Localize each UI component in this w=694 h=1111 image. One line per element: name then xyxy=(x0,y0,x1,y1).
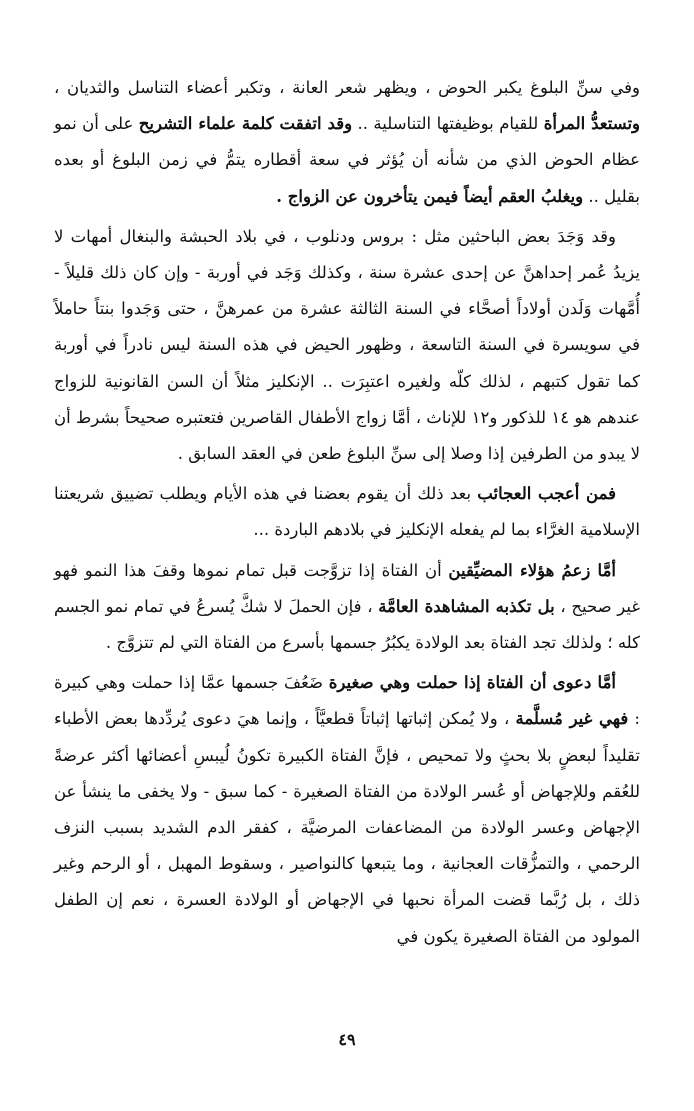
paragraph-2 xyxy=(54,219,640,472)
bold-phrase: بل تكذبه المشاهدة العامَّة xyxy=(378,596,555,616)
paragraph-5 xyxy=(54,665,640,955)
text-segment: ، فإن الحملَ لا شكَّ يُسرعُ في تمام نمو الجسم كله ؛ ولذلك تجد الفتاة بعد الولادة يكبُرُ جسمها بأسرع من الفتاة التي لم تتزوَّج . xyxy=(54,596,640,653)
text-segment: بعد ذلك أن يقوم بعضنا في هذه الأيام ويطلب تضييق شريعتنا الإسلامية الغرَّاء بما لم يفعله الإنكليز في بلادهم الباردة ... xyxy=(54,484,640,540)
text-segment: على أن نمو عظام الحوض الذي من شأنه أن يُؤثر في سعة أقطاره يتمُّ في زمن البلوغ أو بعده بقليل .. xyxy=(54,114,640,206)
paragraph-3 xyxy=(54,476,640,548)
bold-phrase: ويغلبُ العقم أيضاً فيمن يتأخرون عن الزواج . xyxy=(276,186,584,206)
page-number: ٤٩ xyxy=(338,1030,356,1049)
bold-phrase: أمَّا زعمُ هؤلاء المضيِّقين xyxy=(448,560,617,580)
paragraph-4 xyxy=(54,553,640,662)
bold-phrase: فمن أعجب العجائب xyxy=(477,484,616,504)
text-segment: وفي سنِّ البلوغ يكبر الحوض ، ويظهر شعر العانة ، وتكبر أعضاء التناسل والثديان ، xyxy=(54,78,640,97)
text-segment: ضَعُفَ جسمها عمَّا إذا حملت وهي كبيرة : xyxy=(54,673,640,729)
bold-phrase: أمَّا دعوى أن الفتاة إذا حملت وهي صغيرة xyxy=(328,673,616,693)
bold-phrase: وقد اتفقت كلمة علماء التشريح xyxy=(138,114,353,134)
bold-phrase: فهي غير مُسلَّمة xyxy=(515,709,629,729)
text-segment: للقيام بوظيفتها التناسلية .. xyxy=(352,114,544,134)
bold-phrase: وتستعدُّ المرأة xyxy=(543,114,641,134)
text-segment: وقد وَجَدَ بعض الباحثين مثل : بروس ودنلوب ، في بلاد الحبشة والبنغال أمهات لا يزيدُ عُمر إحداهنَّ عن إحدى عشرة سنة ، وكذلك وَجَد في أوربة - وإن كان ذلك قليلاً - أُمَّهات وَلَدن أولاداً أصحَّاء في السنة الثالثة عشرة من عمرهنَّ ، حتى وَجَدوا بنتاً حاملاً في سويسرة في السنة التاسعة ، وظهور الحيض في هذه السنة ليس نادراً في أوربة كما تقول كتبهم ، لذلك كلّه ولغيره اعتبِرَت .. الإنكليز مثلاً أن السن القانونية للزواج عندهم هو ١٤ للذكور و١٢ للإناث ، أمَّا زواج الأطفال القاصرين فتعتبره صحيحاً بشرط أن لا يبدو من الطرفين إذا وصلا إلى سنِّ البلوغ طعن في العقد السابق . xyxy=(54,226,640,464)
paragraph-1 xyxy=(54,70,640,215)
text-segment: أن الفتاة إذا تزوَّجت قبل تمام نموها وقفَ هذا النمو فهو غير صحيح ، xyxy=(54,560,640,616)
text-segment: ، ولا يُمكن إثباتها إثباتاً قطعيَّاً ، وإنما هيَ دعوى يُردِّدها بعض الأطباء تقليداً لبعضٍ بلا بحثٍ ولا تمحيص ، فإنَّ الفتاة الكبيرة تكونُ لُيبسِ أعضائها أكثر عرضةً للعُقم وللإجهاض أو عُسر الولادة من الفتاة الصغيرة - كما سبق - ولا يخفى ما ينشأ عن الإجهاض وعسر الولادة من المضاعفات المرضيَّة ، كفقر الدم الشديد بسبب النزف الرحمي ، والتمزُّقات العجانية ، وما يتبعها كالنواصير ، وسقوط المهبل ، أو الرحم وغير ذلك ، بل رُبَّما قضت المرأة نحبها في الإجهاض أو الولادة العسرة ، نعم إن الطفل المولود من الفتاة الصغيرة يكون في xyxy=(54,709,640,946)
page-body xyxy=(54,70,640,959)
